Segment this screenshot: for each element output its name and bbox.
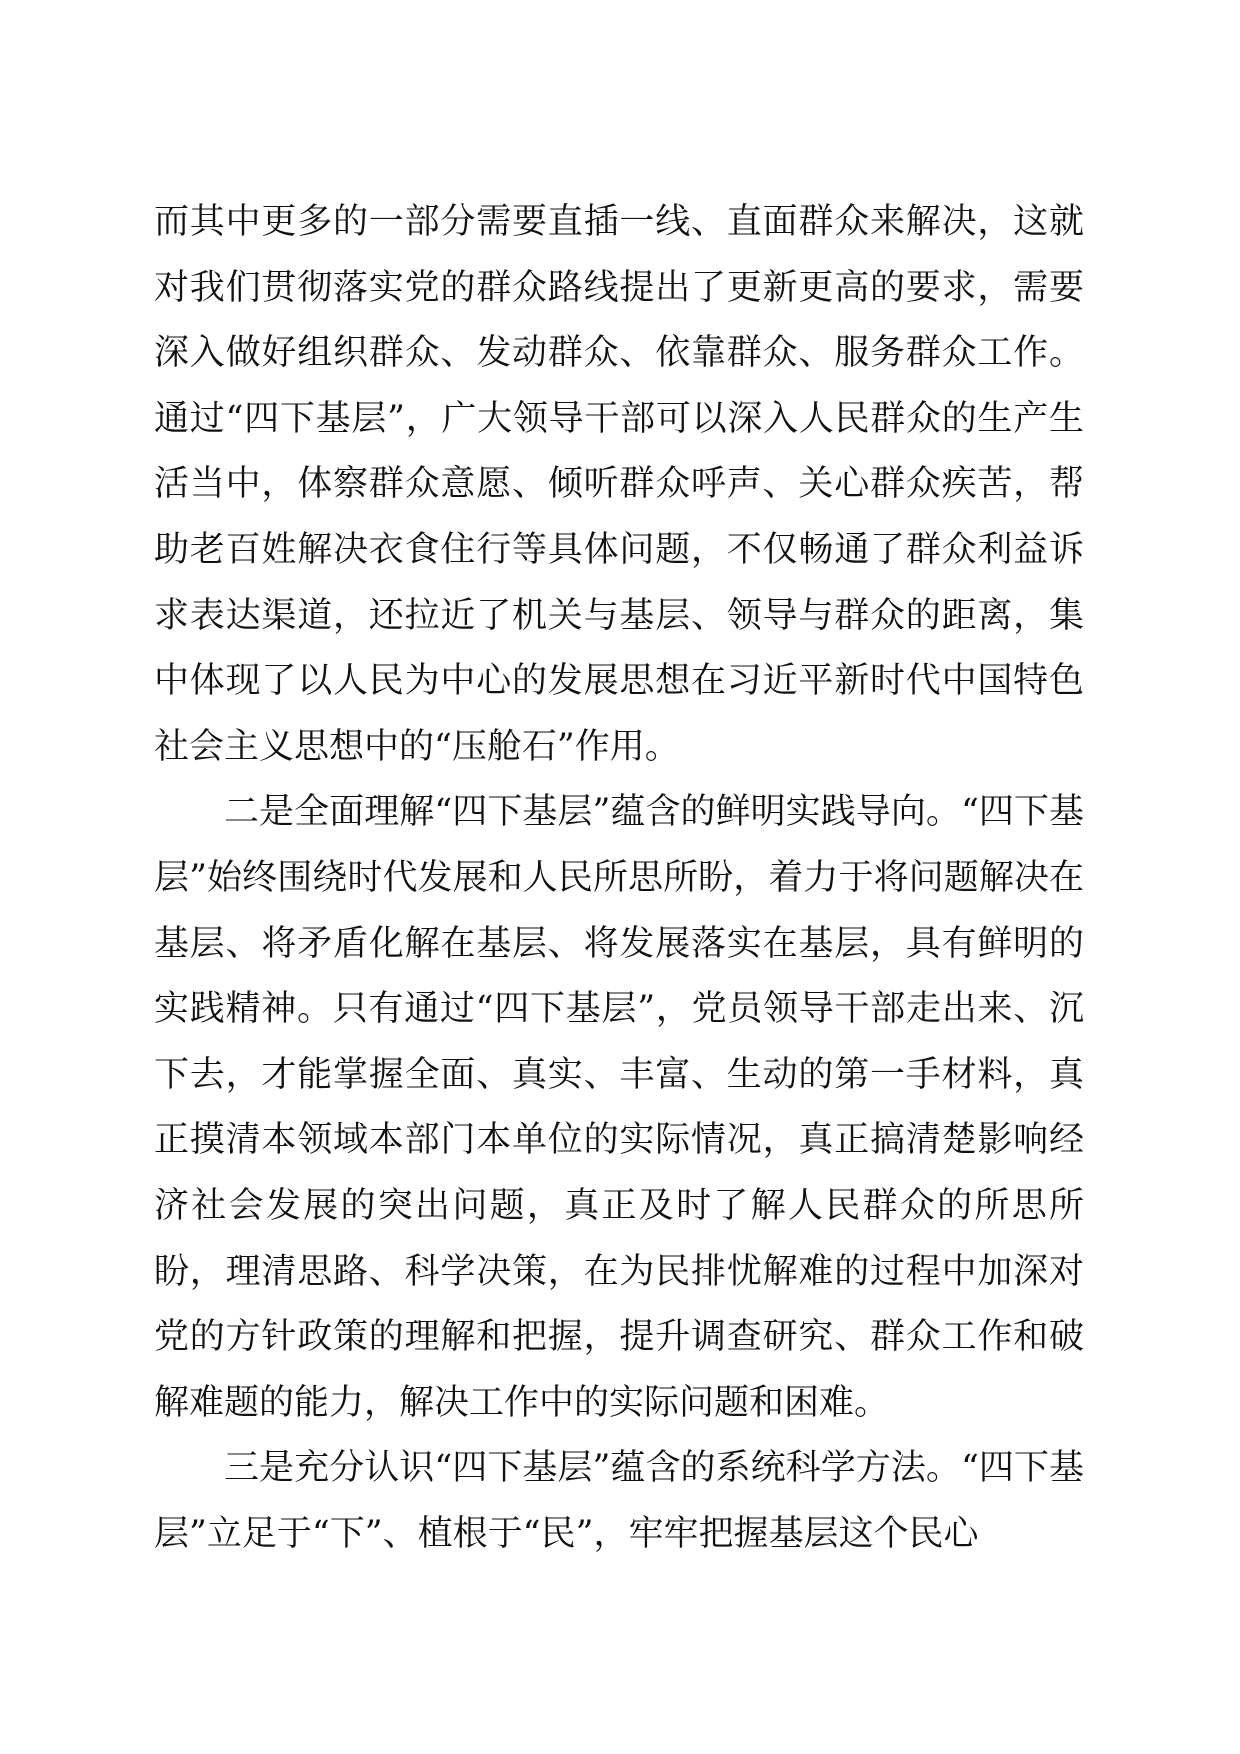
paragraph-practice-orientation: 二是全面理解“四下基层”蕴含的鲜明实践导向。“四下基层”始终围绕时代发展和人民所思所盼，着力于将问题解决在基层、将矛盾化解在基层、将发展落实在基层，具有鲜明的实践精神。只有通过“四下基层”，党员领导干部走出来、沉下去，才能掌握全面、真实、丰富、生动的第一手材料，真正摸清本领域本部门本单位的实际情况，真正搞清楚影响经济社会发展的突出问题，真正及时了解人民群众的所思所盼，理清思路、科学决策，在为民排忧解难的过程中加深对党的方针政策的理解和把握，提升调查研究、群众工作和破解难题的能力，解决工作中的实际问题和困难。 xyxy=(154,792,1084,1423)
paragraph-continuation: 而其中更多的一部分需要直插一线、直面群众来解决，这就对我们贯彻落实党的群众路线提出了更新更高的要求，需要深入做好组织群众、发动群众、依靠群众、服务群众工作。通过“四下基层”，广大领导干部可以深入人民群众的生产生活当中，体察群众意愿、倾听群众呼声、关心群众疾苦，帮助老百姓解决衣食住行等具体问题，不仅畅通了群众利益诉求表达渠道，还拉近了机关与基层、领导与群众的距离，集中体现了以人民为中心的发展思想在习近平新时代中国特色社会主义思想中的“压舱石”作用。 xyxy=(154,202,1084,767)
paragraph-scientific-method: 三是充分认识“四下基层”蕴含的系统科学方法。“四下基层”立足于“下”、植根于“民”，牢牢把握基层这个民心 xyxy=(154,1448,1084,1554)
document-body xyxy=(154,190,1084,1567)
